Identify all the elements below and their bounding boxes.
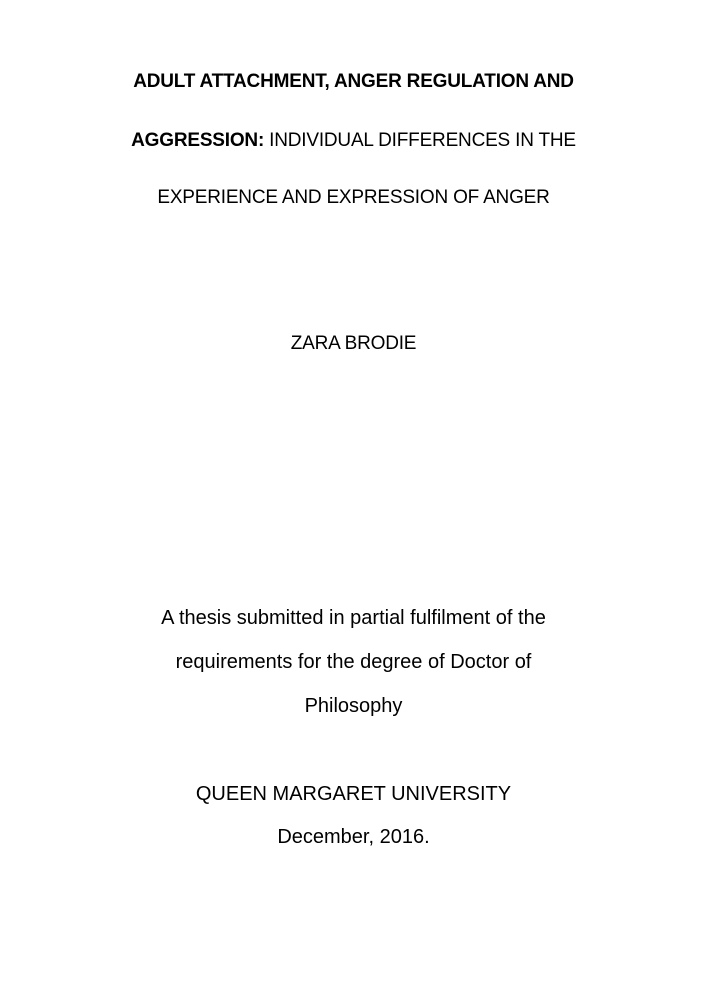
thesis-statement-line-2 bbox=[0, 651, 707, 674]
title-line-3 bbox=[0, 187, 707, 209]
thesis-statement-line-1 bbox=[0, 607, 707, 630]
thesis-statement-line-3-text: Philosophy bbox=[304, 695, 403, 717]
title-line-2-bold-text: AGGRESSION: bbox=[131, 130, 265, 151]
title-line-3-text: EXPERIENCE AND EXPRESSION OF ANGER bbox=[157, 187, 550, 208]
title-line-2 bbox=[0, 130, 707, 152]
institution-name-text: QUEEN MARGARET UNIVERSITY bbox=[195, 783, 512, 805]
title-line-2-text: INDIVIDUAL DIFFERENCES IN THE bbox=[264, 130, 576, 151]
submission-date bbox=[0, 826, 707, 849]
title-line-1-text: ADULT ATTACHMENT, ANGER REGULATION AND bbox=[133, 71, 574, 92]
author-name-text: ZARA BRODIE bbox=[290, 333, 417, 354]
thesis-statement-line-3 bbox=[0, 695, 707, 718]
submission-date-text: December, 2016. bbox=[277, 826, 430, 848]
institution-name bbox=[0, 783, 707, 806]
thesis-statement-line-1-text: A thesis submitted in partial fulfilment of the bbox=[161, 607, 546, 629]
title-line-1 bbox=[0, 71, 707, 93]
thesis-statement-line-2-text: requirements for the degree of Doctor of bbox=[175, 651, 532, 673]
author-name bbox=[0, 333, 707, 355]
